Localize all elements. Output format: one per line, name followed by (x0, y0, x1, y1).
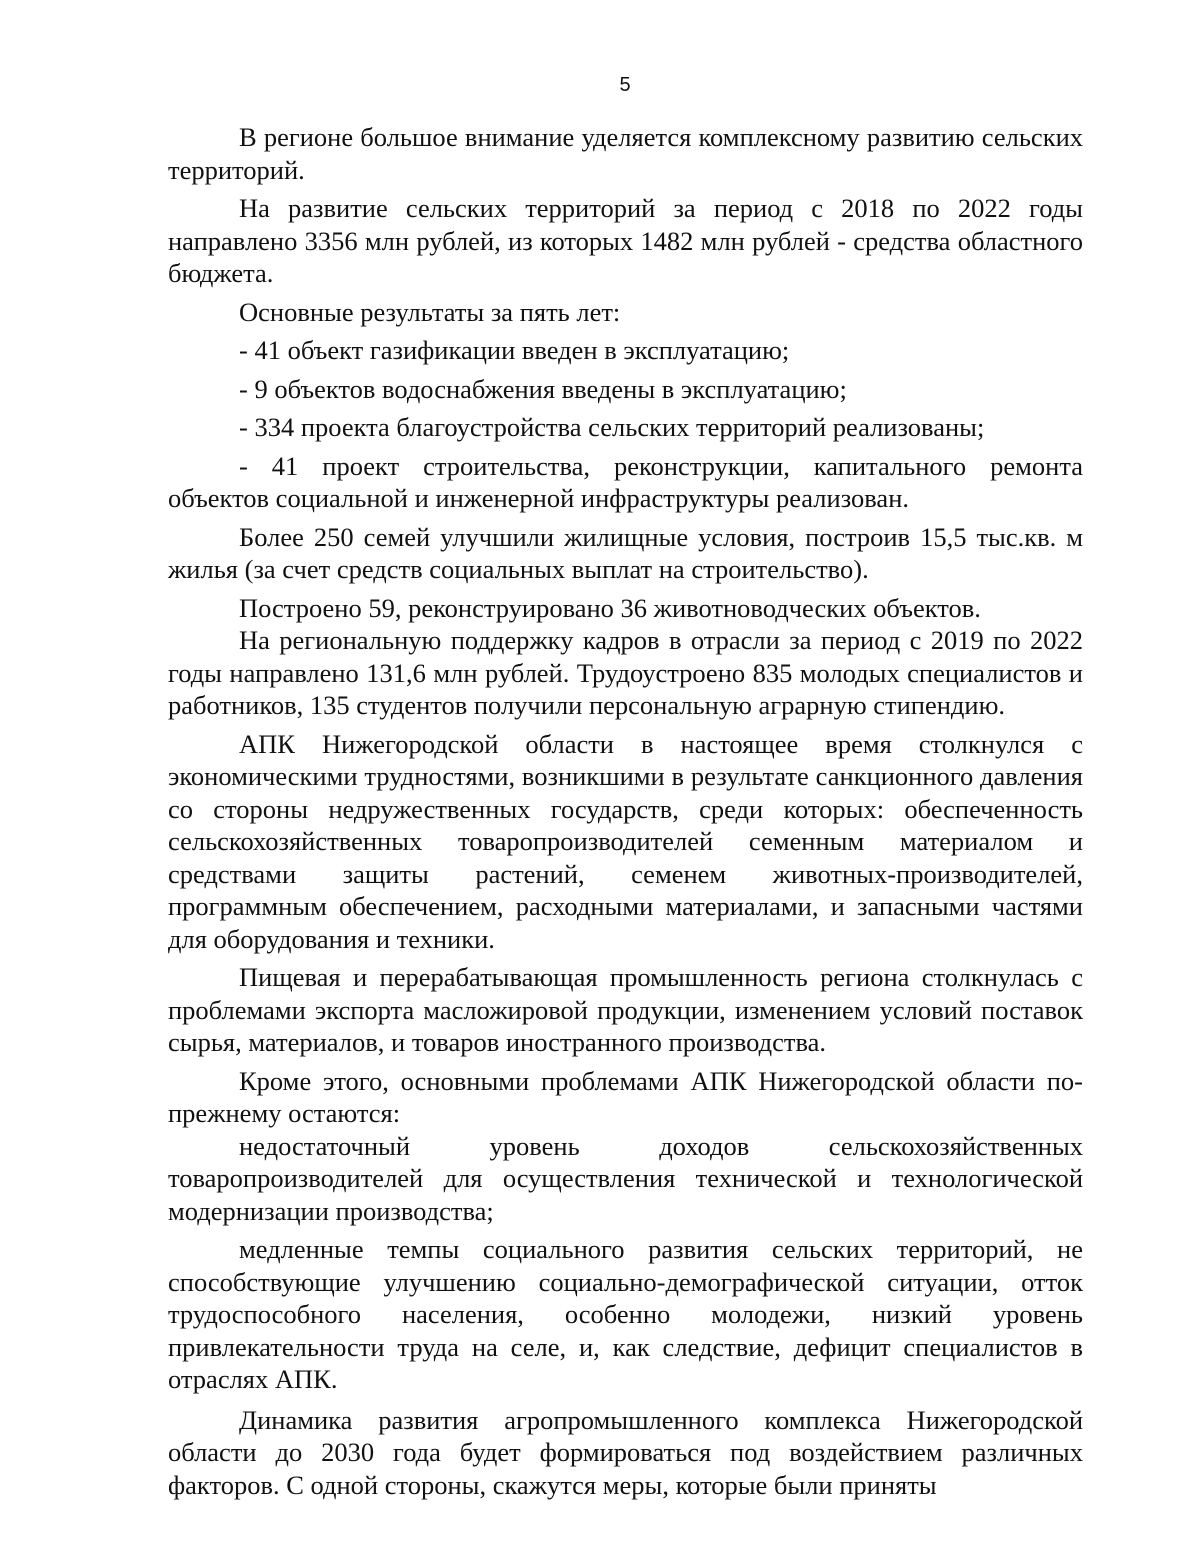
list-item-water-supply: - 9 объектов водоснабжения введены в эксплуатацию; (239, 373, 847, 404)
list-item-infrastructure: - 41 проект строительства, реконструкции, капитального ремонта объектов социальной и инженерной инфраструктуры реализован. (168, 450, 1083, 513)
list-item-gasification: - 41 объект газификации введен в эксплуатацию; (239, 335, 790, 365)
paragraph-livestock-objects: Построено 59, реконструировано 36 животноводческих объектов. (239, 592, 981, 623)
list-item-landscaping: - 334 проекта благоустройства сельских территорий реализованы; (239, 412, 985, 442)
document-body (168, 121, 1083, 1501)
problem-item-income: недостаточный уровень доходов сельскохозяйственных товаропроизводителей для осуществления технической и технологической модернизации производства; (168, 1130, 1083, 1226)
page-number: 5 (619, 74, 631, 96)
paragraph-dynamics: Динамика развития агропромышленного комплекса Нижегородской области до 2030 года будет формироваться под воздействием различных факторов. С одной стороны, скажутся меры, которые были приняты (168, 1404, 1083, 1500)
paragraph-results-intro: Основные результаты за пять лет: (239, 296, 621, 327)
paragraph-sanctions: АПК Нижегородской области в настоящее время столкнулся с экономическими трудностями, возникшими в результате санкционного давления со стороны недружественных государств, среди которых: обеспеченность сельскохозяйственных товаропроизводителей семенным материалом и средствами защиты растений, семенем животных-производителей, программным обеспечением, расходными материалами, и запасными частями для оборудования и техники. (168, 728, 1083, 954)
paragraph-funding: На развитие сельских территорий за период с 2018 по 2022 годы направлено 3356 млн рублей, из которых 1482 млн рублей - средства областного бюджета. (168, 193, 1083, 288)
paragraph-rural-development: В регионе большое внимание уделяется комплексному развитию сельских территорий. (168, 122, 1083, 185)
paragraph-personnel-support: На региональную поддержку кадров в отрасли за период с 2019 по 2022 годы направлено 131,6 млн рублей. Трудоустроено 835 молодых специалистов и работников, 135 студентов получили персональную аграрную стипендию. (168, 625, 1083, 720)
paragraph-housing: Более 250 семей улучшили жилищные условия, построив 15,5 тыс.кв. м жилья (за счет средств социальных выплат на строительство). (168, 521, 1083, 584)
problem-item-social-development: медленные темпы социального развития сельских территорий, не способствующие улучшению социально-демографической ситуации, отток трудоспособного населения, особенно молодежи, низкий уровень привлекательности труда на селе, и, как следствие, дефицит специалистов в отраслях АПК. (168, 1234, 1083, 1394)
paragraph-food-industry: Пищевая и перерабатывающая промышленность региона столкнулась с проблемами экспорта масложировой продукции, изменением условий поставок сырья, материалов, и товаров иностранного производства. (168, 962, 1083, 1057)
paragraph-main-problems: Кроме этого, основными проблемами АПК Нижегородской области по-прежнему остаются: (168, 1065, 1083, 1128)
